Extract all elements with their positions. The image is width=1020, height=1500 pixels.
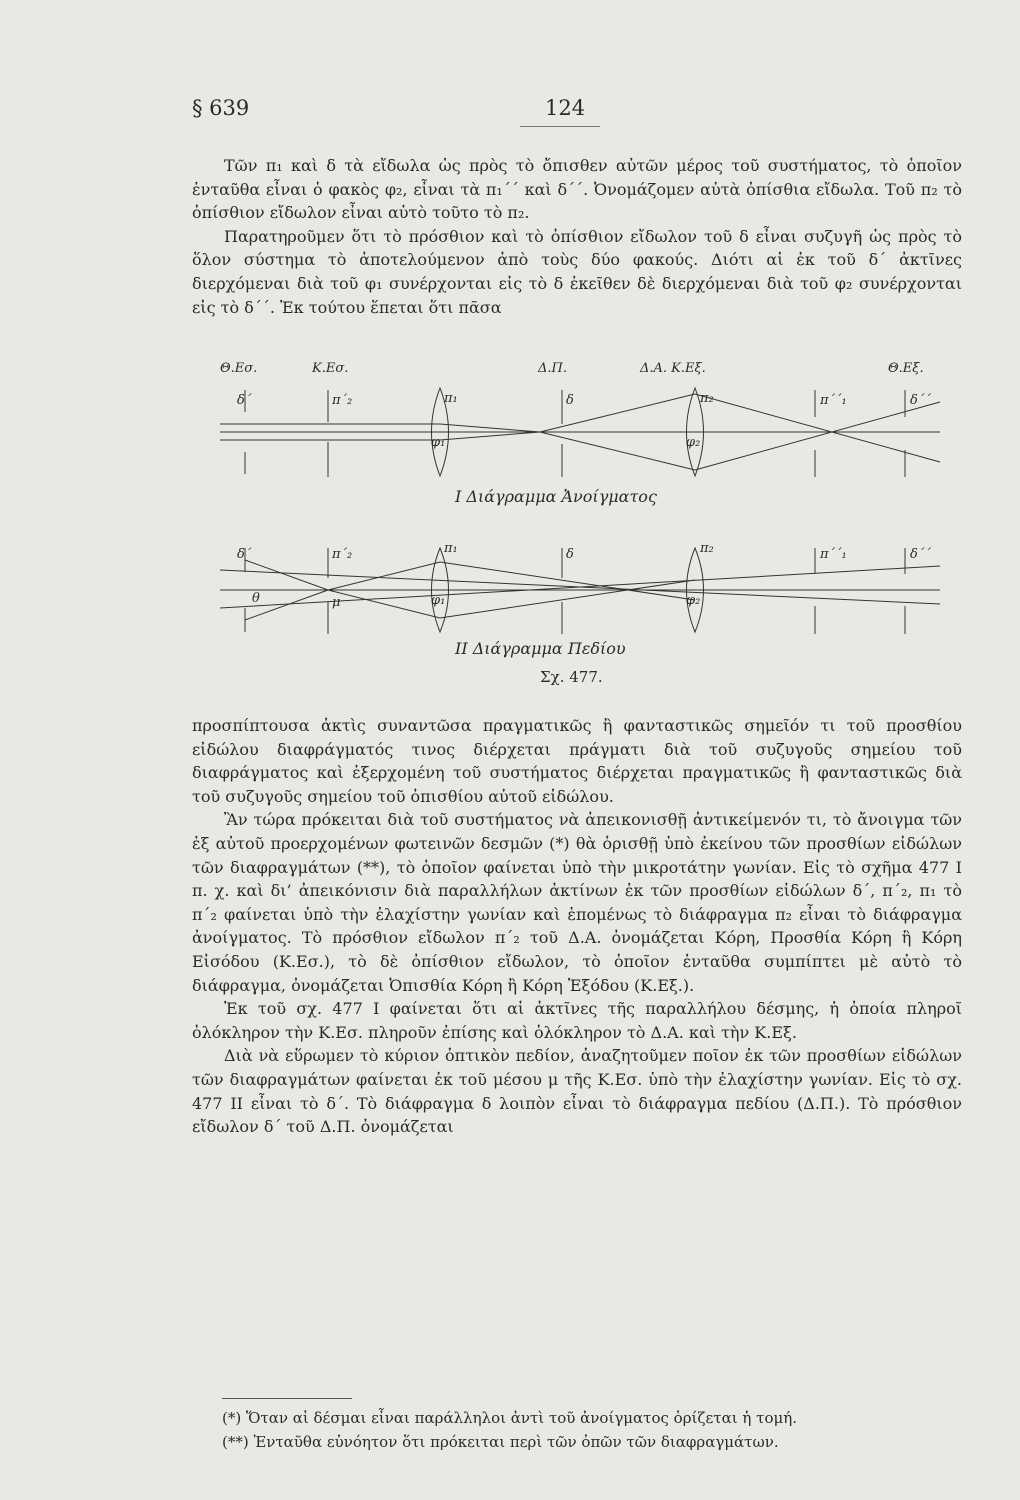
label-f2: φ₂	[686, 593, 701, 608]
label-p2: π₂	[700, 541, 714, 556]
label-p1-double: π΄΄₁	[820, 393, 847, 408]
section-number: § 639	[192, 96, 250, 120]
label-d-prime: δ΄	[237, 547, 252, 562]
label-d-prime: δ΄	[237, 393, 252, 408]
label-d-double: δ΄΄	[910, 547, 931, 562]
text-bottom	[192, 714, 962, 1139]
label-th-ex: Θ.Εξ.	[888, 361, 924, 376]
figure-number: Σχ. 477.	[540, 668, 603, 686]
paragraph: προσπίπτουσα ἀκτὶς συναντῶσα πραγματικῶς ἢ φανταστικῶς σημεῖόν τι τοῦ προσθίου εἰδώλου διαφράγματός τινος διέρχεται πράγματι διὰ τοῦ συζυγοῦς σημείου τοῦ διαφράγματος καὶ ἐξερχομένη τοῦ συστήματος διέρχεται πραγματικῶς ἢ φανταστικῶς διὰ τοῦ συζυγοῦς σημείου τοῦ ὀπισθίου αὐτοῦ εἰδώλου.	[192, 716, 962, 806]
footnote-rule	[222, 1398, 352, 1399]
label-d: δ	[566, 547, 574, 562]
label-p2-prime: π΄₂	[332, 393, 353, 408]
label-k-es: Κ.Εσ.	[312, 361, 349, 376]
label-p2: π₂	[700, 391, 714, 406]
paragraph: Τῶν π₁ καὶ δ τὰ εἴδωλα ὡς πρὸς τὸ ὄπισθεν αὐτῶν μέρος τοῦ συστήματος, τὸ ὁποῖον ἐνταῦθα εἶναι ὁ φακὸς φ₂, εἶναι τὰ π₁΄΄ καὶ δ΄΄. Ὀνομάζομεν αὐτὰ ὀπίσθια εἴδωλα. Τοῦ π₂ τὸ ὀπίσθιον εἴδωλον εἶναι αὐτὸ τοῦτο τὸ π₂.	[192, 156, 962, 223]
figure-477	[200, 352, 970, 692]
paragraph: Ἂν τώρα πρόκειται διὰ τοῦ συστήματος νὰ ἀπεικονισθῇ ἀντικείμενόν τι, τὸ ἄνοιγμα τῶν ἐξ αὐτοῦ προερχομένων φωτεινῶν δεσμῶν (*) θὰ ὁρισθῇ ὑπὸ ἐκείνου τῶν προσθίων εἰδώλων τῶν διαφραγμάτων (**), τὸ ὁποῖον φαίνεται ὑπὸ τὴν μικροτάτην γωνίαν. Εἰς τὸ σχῆμα 477 I π. χ. καὶ δι’ ἀπεικόνισιν διὰ παραλλήλων ἀκτίνων ἐκ τῶν προσθίων εἰδώλων δ΄, π΄₂, π₁ τὸ π΄₂ φαίνεται ὑπὸ τὴν ἐλαχίστην γωνίαν καὶ ἑπομένως τὸ διάφραγμα π₂ εἶναι τὸ διάφραγμα ἀνοίγματος. Τὸ πρόσθιον εἴδωλον π΄₂ τοῦ Δ.Α. ὀνομάζεται Κόρη, Προσθία Κόρη ἢ Κόρη Εἰσόδου (Κ.Εσ.), τὸ δὲ ὀπίσθιον εἴδωλον, τὸ ὁποῖον ἐνταῦθα συμπίπτει μὲ αὐτὸ τὸ διάφραγμα, ὀνομάζεται Ὀπισθία Κόρη ἢ Κόρη Ἐξόδου (Κ.Εξ.).	[192, 810, 962, 995]
label-theta: θ	[252, 591, 260, 606]
label-p2-prime: π΄₂	[332, 547, 353, 562]
figure-svg	[200, 352, 970, 692]
label-p1: π₁	[444, 541, 458, 556]
caption-field: II Διάγραμμα Πεδίου	[455, 639, 626, 658]
label-mu: μ	[332, 595, 341, 610]
page-number: 124	[545, 96, 586, 120]
paragraph: Ἐκ τοῦ σχ. 477 I φαίνεται ὅτι αἱ ἀκτῖνες τῆς παραλλήλου δέσμης, ἡ ὁποία πληροῖ ὁλόκληρον τὴν Κ.Εσ. πληροῦν ἐπίσης καὶ ὁλόκληρον τὸ Δ.Α. καὶ τὴν Κ.Εξ.	[192, 999, 962, 1042]
label-d-a-k-ex: Δ.Α. Κ.Εξ.	[640, 361, 706, 376]
footnotes	[222, 1406, 982, 1454]
label-p1-double: π΄΄₁	[820, 547, 847, 562]
label-d-p: Δ.Π.	[538, 361, 567, 376]
footnote: (**) Ἐνταῦθα εὐνόητον ὅτι πρόκειται περὶ τῶν ὀπῶν τῶν διαφραγμάτων.	[222, 1433, 779, 1451]
ray-diverge	[540, 432, 695, 470]
label-p1: π₁	[444, 391, 458, 406]
label-d: δ	[566, 393, 574, 408]
label-th-es: Θ.Εσ.	[220, 361, 258, 376]
ray-out	[695, 394, 940, 462]
paragraph: Παρατηροῦμεν ὅτι τὸ πρόσθιον καὶ τὸ ὀπίσθιον εἴδωλον τοῦ δ εἶναι συζυγῆ ὡς πρὸς τὸ ὅλον σύστημα τὸ ἀποτελούμενον ἀπὸ τοὺς δύο φακούς. Διότι αἱ ἐκ τοῦ δ΄ ἀκτῖνες διερχόμεναι διὰ τοῦ φ₁ συνέρχονται εἰς τὸ δ ἐκεῖθεν δὲ διερχόμεναι διὰ τοῦ φ₂ συνέρχονται εἰς τὸ δ΄΄. Ἐκ τούτου ἕπεται ὅτι πᾶσα	[192, 226, 962, 317]
ray-diverge	[540, 394, 695, 432]
ray-field	[440, 562, 695, 600]
footnote: (*) Ὅταν αἱ δέσμαι εἶναι παράλληλοι ἀντὶ τοῦ ἀνοίγματος ὁρίζεται ἡ τομή.	[222, 1409, 797, 1427]
label-f2: φ₂	[686, 435, 701, 450]
header-rule	[520, 126, 600, 127]
label-d-double: δ΄΄	[910, 393, 931, 408]
label-f1: φ₁	[431, 593, 446, 608]
ray-converge	[440, 432, 540, 440]
paragraph: Διὰ νὰ εὕρωμεν τὸ κύριον ὀπτικὸν πεδίον, ἀναζητοῦμεν ποῖον ἐκ τῶν προσθίων εἰδώλων τῶν διαφραγμάτων φαίνεται ἐκ τοῦ μέσου μ τῆς Κ.Εσ. ὑπὸ τὴν ἐλαχίστην γωνίαν. Εἰς τὸ σχ. 477 II εἶναι τὸ δ΄. Τὸ διάφραγμα δ λοιπὸν εἶναι τὸ διάφραγμα πεδίου (Δ.Π.). Τὸ πρόσθιον εἴδωλον δ΄ τοῦ Δ.Π. ὀνομάζεται	[192, 1046, 962, 1137]
text-top	[192, 154, 962, 319]
ray-field	[328, 590, 440, 618]
label-f1: φ₁	[431, 435, 446, 450]
ray-field	[440, 580, 695, 618]
ray-out	[695, 402, 940, 470]
caption-aperture: I Διάγραμμα Ἀνοίγματος	[455, 487, 657, 506]
ray-converge	[440, 424, 540, 432]
